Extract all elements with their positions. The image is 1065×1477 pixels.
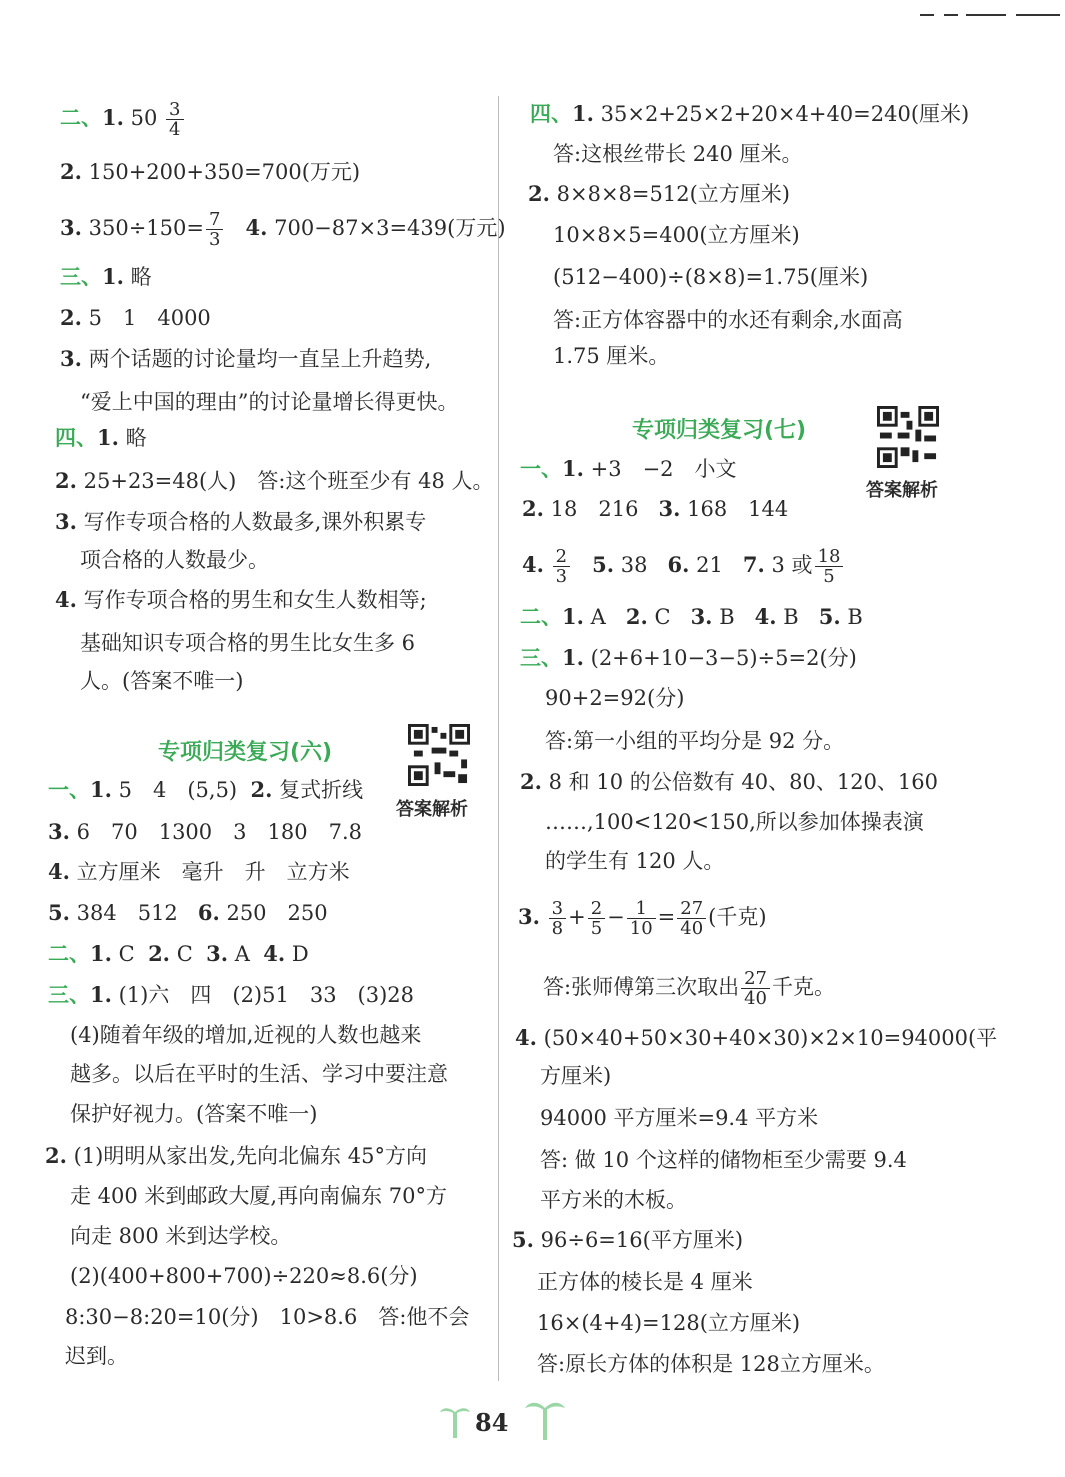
item-number: 4. [245,215,268,240]
answer-line [48,776,363,804]
item-number: 5. [592,552,615,577]
answer-text: 答:第一小组的平均分是 92 分。 [545,729,845,753]
qr-caption: 答案解析 [866,480,938,501]
answer-text: 94000 平方厘米=9.4 平方米 [540,1106,819,1130]
answer-line [522,547,845,586]
answer-line [65,1303,469,1331]
item-number: 3. [690,604,713,629]
answer-text: 3 或 [771,553,813,577]
answer-text: 正方体的棱长是 4 厘米 [537,1270,753,1294]
operator: − [607,905,625,929]
fraction: $\frac{18}{5}$ [815,547,844,586]
answer-line [48,899,328,927]
answer-text: 迟到。 [65,1344,128,1368]
section-label: 三、 [60,265,102,289]
answer-text: 38 [620,553,648,577]
section-title: 专项归类复习(六) [158,740,333,765]
answer-line [545,684,684,712]
section-label: 一、 [520,457,562,481]
top-dash-4 [1016,14,1060,16]
item-number: 1. [562,456,584,481]
item-number: 5. [818,604,841,629]
answer-line [553,306,903,334]
section-label: 二、 [60,106,102,130]
answer-line [48,818,362,846]
qr-caption: 答案解析 [396,799,468,820]
answer-line [80,546,269,574]
answer-line [537,1350,885,1378]
answer-text: 写作专项合格的人数最多,课外积累专 [83,510,427,534]
answer-text: (512−400)÷(8×8)=1.75(厘米) [553,265,869,289]
item-number: 2. [528,181,550,206]
answer-text: 写作专项合格的男生和女生人数相等; [83,588,427,612]
answer-line [520,455,737,483]
item-number: 1. [562,604,584,629]
item-number: 4. [522,552,544,577]
answer-text: B [719,605,735,629]
answer-line [553,342,669,370]
answer-line [518,899,767,938]
section-label: 四、 [530,102,572,126]
answer-line [45,1142,427,1170]
answer-text: +3 −2 小文 [590,457,737,481]
answer-line [540,1146,907,1174]
answer-line [70,1021,421,1049]
item-number: 3. [55,509,77,534]
answer-line [80,667,243,695]
column-divider [498,96,499,1381]
answer-line [528,180,790,208]
item-number: 3. [60,346,82,371]
answer-text: “爱上中国的理由”的讨论量增长得更快。 [80,390,459,414]
answer-line [553,140,803,168]
answer-text: B [783,605,799,629]
item-number: 2. [45,1143,67,1168]
answer-line [60,210,506,249]
answer-line [48,981,414,1009]
answer-text: 25+23=48(人) 答:这个班至少有 48 人。 [83,469,494,493]
answer-text: 8:30−8:20=10(分) 10>8.6 答:他不会 [65,1305,470,1329]
qr-code-icon[interactable] [408,724,470,786]
answer-text: 的学生有 120 人。 [545,849,725,873]
answer-text: ……,100<120<150,所以参加体操表演 [545,810,924,834]
answer-text: 答:原长方体的体积是 128立方厘米。 [537,1352,885,1376]
item-number: 3. [206,941,229,966]
answer-text: 保护好视力。(答案不唯一) [70,1102,318,1126]
item-number: 4. [515,1025,537,1050]
answer-text: 50 [130,106,158,130]
answer-text: A [234,942,250,966]
section-label: 一、 [48,778,90,802]
answer-text: 8×8×8=512(立方厘米) [556,182,790,206]
answer-line [520,768,938,796]
answer-text: 8 和 10 的公倍数有 40、80、120、160 [548,770,939,794]
section-label: 二、 [520,605,562,629]
answer-line [55,424,147,452]
answer-text: 立方厘米 毫升 升 立方米 [76,860,350,884]
answer-text: 90+2=92(分) [545,686,685,710]
answer-text: 略 [125,426,147,450]
fraction: $\frac{27}{40}$ [741,969,770,1008]
answer-line [543,969,835,1008]
answer-line [520,644,857,672]
operator: + [568,905,586,929]
top-dash-3 [966,14,1006,16]
item-number: 1. [97,425,119,450]
answer-text: B [847,605,863,629]
answer-line [540,1104,818,1132]
item-number: 1. [102,264,124,289]
answer-text: (1)明明从家出发,先向北偏东 45°方向 [73,1144,427,1168]
answer-line [80,388,458,416]
answer-line [55,508,426,536]
answer-line [540,1186,687,1214]
fraction: $\frac{1}{10}$ [627,899,656,938]
answer-text: 走 400 米到邮政大厦,再向南偏东 70°方 [70,1184,448,1208]
answer-text: (2+6+10−3−5)÷5=2(分) [590,646,857,670]
answer-text: C [654,605,671,629]
answer-text: (4)随着年级的增加,近视的人数也越来 [70,1023,422,1047]
top-dash-2 [944,14,958,16]
fraction: $\frac{2}{5}$ [588,899,605,938]
answer-line [515,1024,997,1052]
item-number: 6. [197,900,220,925]
section-label: 二、 [48,942,90,966]
answer-text: 千克。 [771,975,835,999]
answer-text: 250 250 [226,901,328,925]
item-number: 2. [55,468,77,493]
answer-line [553,221,800,249]
palm-decoration-icon [525,1398,565,1442]
answer-line [55,467,494,495]
fraction: $\frac{7}{3}$ [206,210,223,249]
answer-text: (千克) [708,905,767,929]
answer-line [70,1262,418,1290]
item-number: 4. [55,587,77,612]
answer-text: 项合格的人数最少。 [80,548,269,572]
answer-text: 平方米的木板。 [540,1188,687,1212]
operator: = [657,905,676,929]
item-number: 1. [102,105,124,130]
palm-decoration-icon [440,1398,470,1442]
answer-text: 5 1 4000 [88,306,211,330]
answer-line [545,808,924,836]
answer-text: 96÷6=16(平方厘米) [540,1228,744,1252]
section-label: 三、 [520,646,562,670]
answer-text: C [118,942,135,966]
answer-text: 答:正方体容器中的水还有剩余,水面高 [553,308,903,332]
fraction: $\frac{3}{8}$ [549,899,566,938]
answer-text: (50×40+50×30+40×30)×2×10=94000(平 [543,1026,998,1050]
item-number: 6. [667,552,690,577]
answer-line [537,1268,753,1296]
item-number: 4. [48,859,70,884]
section-label: 三、 [48,983,90,1007]
answer-line [553,263,868,291]
answer-line [48,858,350,886]
item-number: 2. [520,769,542,794]
item-number: 2. [60,305,82,330]
fraction: $\frac{2}{3}$ [553,547,570,586]
answer-line [60,158,360,186]
item-number: 3. [48,819,70,844]
item-number: 2. [60,159,82,184]
answer-text: 168 144 [687,497,789,521]
answer-text: 向走 800 米到达学校。 [70,1224,292,1248]
item-number: 4. [754,604,777,629]
item-number: 1. [562,645,584,670]
answer-text: 150+200+350=700(万元) [88,160,361,184]
answer-text: 350÷150= [88,216,204,240]
item-number: 1. [90,777,112,802]
item-number: 5. [48,900,70,925]
answer-line [70,1100,317,1128]
answer-line [540,1062,611,1090]
section-label: 四、 [55,426,97,450]
answer-text: A [590,605,606,629]
answer-line [537,1309,800,1337]
answer-text: 方厘米) [540,1064,612,1088]
top-dash-1 [920,14,934,16]
answer-text: 基础知识专项合格的男生比女生多 6 [80,631,416,655]
answer-text: 16×(4+4)=128(立方厘米) [537,1311,801,1335]
answer-text: (1)六 四 (2)51 33 (3)28 [118,983,415,1007]
answer-text: 略 [130,265,152,289]
answer-text: 18 216 [550,497,639,521]
answer-text: C [176,942,193,966]
answer-text: 人。(答案不唯一) [80,669,244,693]
answer-text: 答: 做 10 个这样的储物柜至少需要 9.4 [540,1148,907,1172]
answer-text: 700−87×3=439(万元) [274,216,506,240]
item-number: 2. [250,777,273,802]
answer-line [545,727,844,755]
answer-line [60,263,152,291]
item-number: 1. [572,101,594,126]
answer-text: 10×8×5=400(立方厘米) [553,223,800,247]
answer-text: 越多。以后在平时的生活、学习中要注意 [70,1062,448,1086]
item-number: 1. [90,941,112,966]
answer-text: 6 70 1300 3 180 7.8 [76,820,362,844]
answer-text: 答:这根丝带长 240 厘米。 [553,142,803,166]
answer-line [522,495,788,523]
answer-text: 两个话题的讨论量均一直呈上升趋势, [88,347,432,371]
answer-text: 5 4 (5,5) [118,778,238,802]
answer-line [60,100,186,139]
item-number: 4. [263,941,286,966]
answer-line [530,100,969,128]
section-title: 专项归类复习(七) [632,418,807,443]
answer-line [512,1226,743,1254]
answer-text: 1.75 厘米。 [553,344,670,368]
answer-line [70,1060,448,1088]
qr-code-icon[interactable] [877,406,939,468]
item-number: 7. [742,552,765,577]
item-number: 3. [658,496,681,521]
item-number: 2. [148,941,170,966]
answer-line [55,586,427,614]
item-number: 3. [518,904,540,929]
answer-line [545,847,724,875]
answer-line [60,304,211,332]
item-number: 2. [522,496,544,521]
answer-line [520,603,863,631]
answer-line [80,629,415,657]
answer-line [70,1222,291,1250]
answer-line [70,1182,447,1210]
fraction: $\frac{3}{4}$ [166,100,183,139]
item-number: 5. [512,1227,534,1252]
item-number: 3. [60,215,82,240]
page-number: 84 [475,1408,509,1437]
fraction: $\frac{27}{40}$ [677,899,706,938]
answer-text: 384 512 [76,901,178,925]
answer-text: (2)(400+800+700)÷220≈8.6(分) [70,1264,418,1288]
answer-line [48,940,309,968]
answer-line [65,1342,128,1370]
answer-text: 35×2+25×2+20×4+40=240(厘米) [600,102,970,126]
item-number: 2. [625,604,648,629]
answer-text: 复式折线 [279,778,364,802]
answer-text: D [291,942,309,966]
answer-line [60,345,431,373]
item-number: 1. [90,982,112,1007]
answer-text: 21 [696,553,723,577]
answer-text: 答:张师傅第三次取出 [543,975,740,999]
